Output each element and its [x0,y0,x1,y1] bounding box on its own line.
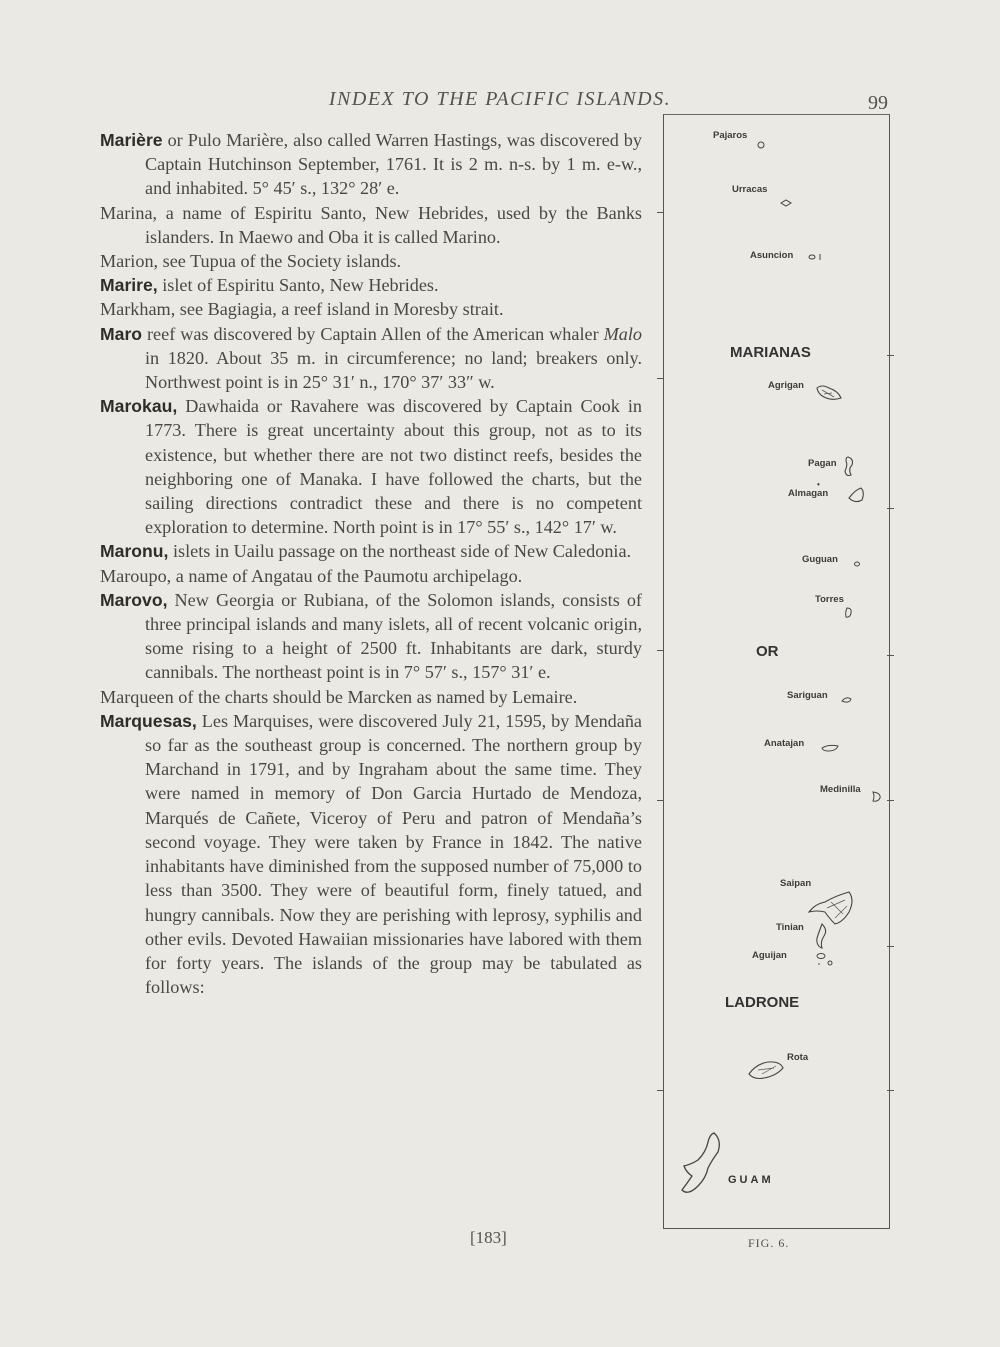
index-entry: Marina, a name of Espiritu Santo, New Hebrides, used by the Banks islanders. In Maewo and Oba it is called Marino. [100,202,642,247]
island-label: Sariguan [787,690,828,701]
island-shape [746,1058,786,1082]
entry-headword: Maronu, [100,541,169,562]
page-number: 99 [868,92,888,114]
index-entry: Maronu, islets in Uailu passage on the northeast side of New Caledonia. [100,541,632,562]
island-label: Saipan [780,878,812,889]
island-label: Asuncion [750,250,794,261]
index-entries [100,128,642,999]
island-shape [814,383,844,403]
index-entry: Maro reef was discovered by Captain Allen of the American whaler Malo in 1820. About 35 m. in circumference; no land; breakers only. Northwest point is in 25° 31′ n., 170° 37′ 33″ w. [100,323,642,393]
index-entry: Markham, see Bagiagia, a reef island in Moresby strait. [100,299,504,320]
island-shape [842,455,856,479]
group-label: OR [756,643,779,660]
island-shape [756,140,766,150]
island-label: Aguijan [752,950,787,961]
index-entry: Marière or Pulo Marière, also called Warren Hastings, was discovered by Captain Hutchinson September, 1761. It is 2 m. n-s. by 1 m. e-w., and inhabited. 5° 45′ s., 132° 28′ e. [100,130,642,199]
island-shape [812,922,830,950]
island-label: Anatajan [764,738,805,749]
entry-headword: Marquesas, [100,710,197,731]
group-label: LADRONE [725,994,800,1011]
guam-label: GUAM [728,1174,774,1186]
island-shape [678,1130,728,1200]
entry-headword: Marière [100,130,163,150]
island-shape [779,198,793,208]
running-title: INDEX TO THE PACIFIC ISLANDS. [328,88,672,110]
island-shape [870,790,884,804]
island-shape [820,742,842,754]
island-label: Tinian [776,922,804,933]
island-label: Pagan [808,458,837,469]
index-entry: Marire, islet of Espiritu Santo, New Hebrides. [100,275,439,296]
island-shape [814,950,836,970]
entry-headword: Maro [100,323,143,344]
entry-headword: Marire, [100,275,158,296]
signature-mark: [183] [470,1228,507,1247]
map-tick [887,946,894,947]
map-tick [887,355,894,356]
entry-headword: Marokau, [100,396,178,417]
map-tick [657,800,664,801]
island-shape [845,484,867,506]
map-tick [887,1090,894,1091]
index-entry: Marokau, Dawhaida or Ravahere was discovered by Captain Cook in 1773. There is great uncertainty about this group, not as to its existence, but whether there are not two distinct reefs, besides the neighboring one of Manaka. I have followed the charts, but the sailing directions contradict these and there is no competent exploration to determine. North point is in 17° 55′ s., 142° 17′ w. [100,396,642,538]
map-tick [887,655,894,656]
islet-dot: • [817,480,820,489]
island-label: Torres [815,594,844,605]
island-label: Almagan [788,488,829,499]
entry-headword: Marovo, [100,589,168,610]
map-tick [887,800,894,801]
island-label: Guguan [802,554,838,565]
index-entry: Marquesas, Les Marquises, were discovered July 21, 1595, by Mendaña so far as the southeast group is concerned. The northern group by Marchand in 1791, and by Ingraham about the same time. They were named in memory of Don Garcia Hurtado de Mendoza, Marqués de Cañete, Viceroy of Peru and patron of Mendaña’s second voyage. They were taken by France in 1842. The native inhabitants have diminished from the supposed number of 75,000 to less than 3500. They were of beautiful form, finely tatued, and hungry cannibals. Now they are perishing with leprosy, syphilis and other evils. Devoted Hawaiian missionaries have labored with them for forty years. The islands of the group may be tabulated as follows: [100,710,642,998]
island-shape [843,606,855,620]
island-shape [840,695,854,705]
map-tick [887,508,894,509]
index-entry: Maroupo, a name of Angatau of the Paumotu archipelago. [100,565,523,586]
island-shape [806,250,824,262]
map-tick [657,378,664,379]
island-label: Agrigan [768,380,804,391]
index-entry: Marqueen of the charts should be Marcken as named by Lemaire. [100,686,578,707]
ship-name: Malo [603,323,642,344]
island-label: Rota [787,1052,809,1063]
island-label: Medinilla [820,784,861,795]
group-label: MARIANAS [730,344,811,361]
map-tick [657,650,664,651]
island-label: Urracas [732,184,768,195]
map-tick [657,1090,664,1091]
map-tick [657,212,664,213]
island-shape [852,559,862,569]
index-entry: Marovo, New Georgia or Rubiana, of the Solomon islands, consists of three principal islands and many islets, all of recent volcanic origin, some rising to a height of 2500 ft. Inhabitants are dark, sturdy cannibals. The northeast point is in 7° 57′ s., 157° 31′ e. [100,589,642,683]
island-label: Pajaros [713,130,748,141]
figure-caption: FIG. 6. [748,1236,790,1250]
index-entry: Marion, see Tupua of the Society islands. [100,251,402,272]
